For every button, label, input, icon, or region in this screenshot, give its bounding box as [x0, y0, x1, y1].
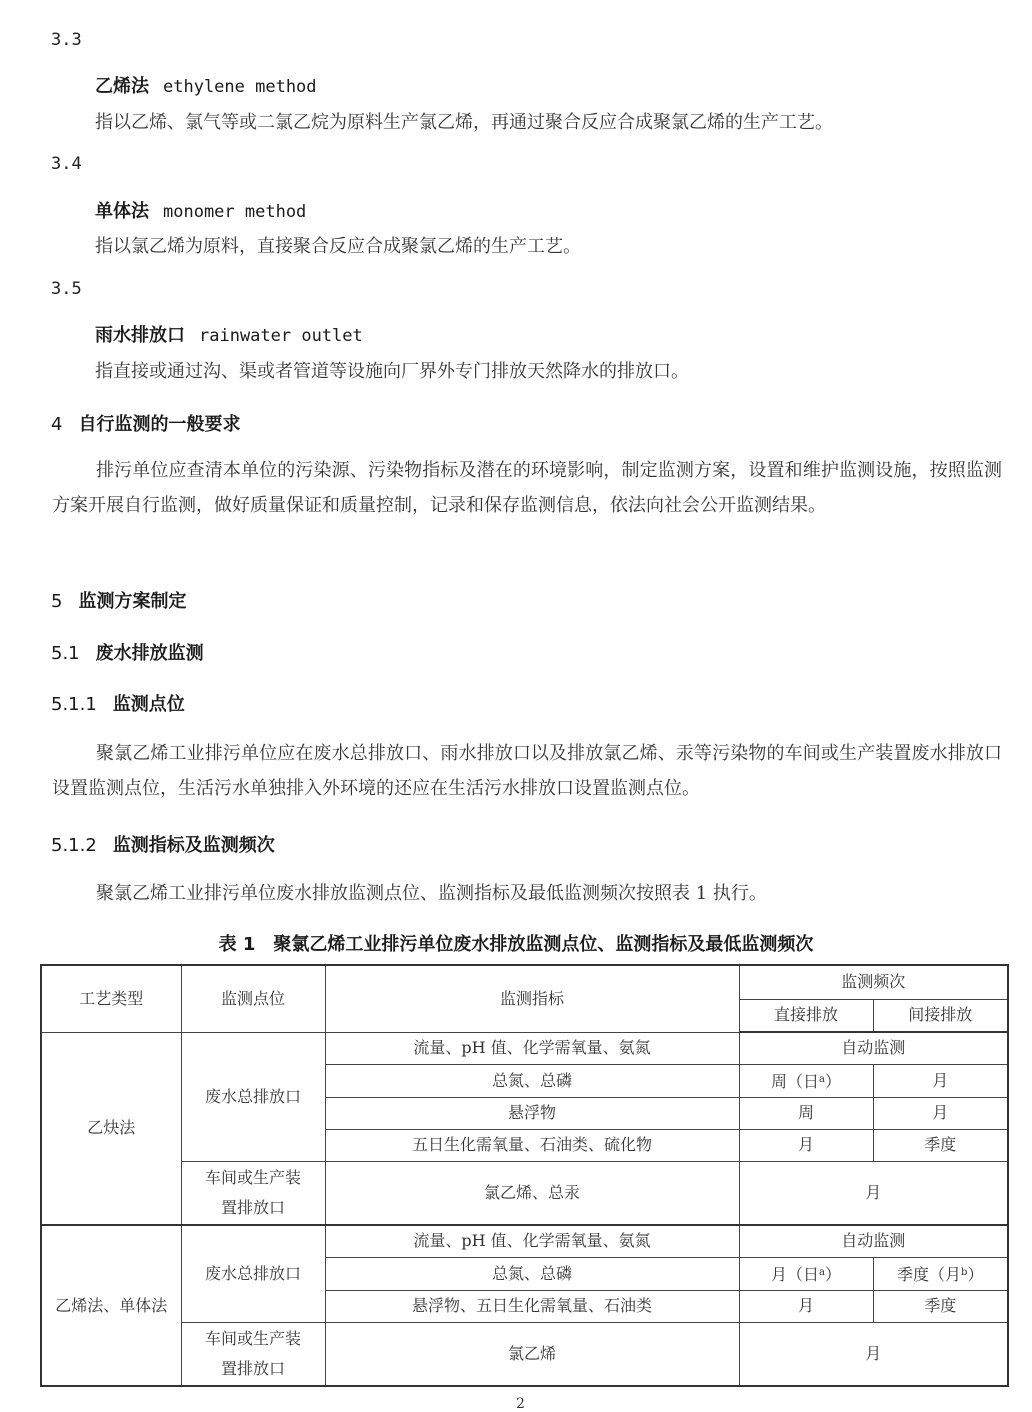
section-number-3-4: 3.4 [51, 154, 82, 174]
footnote-marker: a [819, 1073, 825, 1085]
cell-process: 乙烯法、单体法 [41, 1225, 181, 1386]
cell-frequency-merged: 月 [739, 1322, 1008, 1386]
section-number-3-3: 3.3 [51, 30, 82, 50]
heading-text: 自行监测的一般要求 [78, 414, 241, 435]
definition-ethylene-method: 指以乙烯、氯气等或二氯乙烷为原料生产氯乙烯，再通过聚合反应合成聚氯乙烯的生产工艺。 [95, 112, 833, 133]
term-ethylene-method [95, 72, 317, 98]
section-heading-5-1-2 [51, 831, 275, 857]
heading-number: 5.1 [51, 643, 80, 664]
heading-number: 5.1.1 [51, 694, 97, 715]
cell-frequency-direct [739, 1257, 873, 1290]
cell-frequency-indirect: 季度 [873, 1290, 1008, 1322]
term-zh: 雨水排放口 [95, 325, 185, 346]
section-heading-4 [51, 410, 240, 436]
cell-frequency-direct: 月 [739, 1290, 873, 1322]
header-location: 监测点位 [181, 965, 325, 1032]
location-line2: 置排放口 [220, 1358, 285, 1378]
cell-frequency-indirect: 月 [873, 1064, 1008, 1097]
definition-monomer-method: 指以氯乙烯为原料，直接聚合反应合成聚氯乙烯的生产工艺。 [95, 236, 581, 257]
cell-indicator: 总氮、总磷 [325, 1257, 739, 1290]
table-header-row [41, 965, 1008, 999]
freq-text: 月（日 [771, 1264, 820, 1284]
heading-number: 5.1.2 [51, 835, 97, 856]
term-monomer-method [95, 197, 306, 223]
cell-frequency-merged: 自动监测 [739, 1225, 1008, 1257]
page-number: 2 [516, 1396, 525, 1412]
table-row [41, 1161, 1008, 1225]
cell-indicator: 五日生化需氧量、石油类、硫化物 [325, 1129, 739, 1161]
header-process-type: 工艺类型 [41, 965, 181, 1032]
freq-text: 季度（月 [897, 1264, 962, 1284]
cell-frequency-direct: 周 [739, 1097, 873, 1129]
cell-location: 废水总排放口 [181, 1032, 325, 1161]
table-row [41, 1225, 1008, 1257]
footnote-marker: a [819, 1266, 825, 1278]
table-row [41, 1322, 1008, 1386]
term-zh: 单体法 [95, 201, 149, 222]
paragraph-monitoring-locations: 聚氯乙烯工业排污单位应在废水总排放口、雨水排放口以及排放氯乙烯、汞等污染物的车间或生产装置废水排放口设置监测点位，生活污水单独排入外环境的还应在生活污水排放口设置监测点位。 [52, 743, 1002, 799]
definition-rainwater-outlet: 指直接或通过沟、渠或者管道等设施向厂界外专门排放天然降水的排放口。 [95, 361, 689, 382]
cell-indicator: 氯乙烯、总汞 [325, 1161, 739, 1225]
header-indicator: 监测指标 [325, 965, 739, 1032]
paragraph-general-requirements: 排污单位应查清本单位的污染源、污染物指标及潜在的环境影响，制定监测方案，设置和维护监测设施，按照监测方案开展自行监测，做好质量保证和质量控制，记录和保存监测信息，依法向社会公开监测结果。 [52, 460, 1002, 516]
heading-text: 监测点位 [112, 694, 185, 715]
location-line1: 车间或生产装 [204, 1328, 301, 1348]
cell-indicator: 流量、pH 值、化学需氧量、氨氮 [325, 1032, 739, 1064]
section-heading-5 [51, 587, 186, 613]
term-rainwater-outlet [95, 321, 363, 347]
cell-frequency-merged: 月 [739, 1161, 1008, 1225]
paragraph-monitoring-indicators: 聚氯乙烯工业排污单位废水排放监测点位、监测指标及最低监测频次按照表 1 执行。 [96, 883, 767, 904]
cell-indicator: 悬浮物、五日生化需氧量、石油类 [325, 1290, 739, 1322]
cell-location [181, 1322, 325, 1386]
term-en: ethylene method [163, 77, 317, 97]
heading-text: 废水排放监测 [95, 643, 204, 664]
cell-frequency-indirect: 月 [873, 1097, 1008, 1129]
term-en: rainwater outlet [199, 326, 363, 346]
location-line2: 置排放口 [220, 1197, 285, 1217]
monitoring-table [40, 964, 1009, 1387]
section-heading-5-1-1 [51, 690, 185, 716]
cell-indicator: 氯乙烯 [325, 1322, 739, 1386]
cell-indicator: 流量、pH 值、化学需氧量、氨氮 [325, 1225, 739, 1257]
table-row [41, 1032, 1008, 1064]
freq-text-end: ） [824, 1264, 841, 1284]
footnote-marker: b [961, 1266, 968, 1278]
location-line1: 车间或生产装 [204, 1167, 301, 1187]
freq-text: 周（日 [771, 1071, 820, 1091]
section-heading-5-1 [51, 639, 204, 665]
heading-text: 监测指标及监测频次 [112, 835, 275, 856]
cell-frequency-merged: 自动监测 [739, 1032, 1008, 1064]
header-frequency: 监测频次 [739, 965, 1008, 999]
cell-process: 乙炔法 [41, 1032, 181, 1225]
freq-text-end: ） [967, 1264, 984, 1284]
cell-frequency-direct: 月 [739, 1129, 873, 1161]
cell-indicator: 悬浮物 [325, 1097, 739, 1129]
table-title: 表 1 聚氯乙烯工业排污单位废水排放监测点位、监测指标及最低监测频次 [218, 934, 814, 955]
header-indirect: 间接排放 [873, 999, 1008, 1032]
cell-frequency-indirect [873, 1257, 1008, 1290]
cell-location: 废水总排放口 [181, 1225, 325, 1322]
cell-frequency-direct [739, 1064, 873, 1097]
cell-frequency-indirect: 季度 [873, 1129, 1008, 1161]
cell-indicator: 总氮、总磷 [325, 1064, 739, 1097]
header-direct: 直接排放 [739, 999, 873, 1032]
section-number-3-5: 3.5 [51, 279, 82, 299]
heading-text: 监测方案制定 [78, 591, 187, 612]
term-en: monomer method [163, 202, 307, 222]
freq-text-end: ） [824, 1071, 841, 1091]
heading-number: 5 [51, 591, 63, 612]
heading-number: 4 [51, 414, 63, 435]
cell-location [181, 1161, 325, 1225]
term-zh: 乙烯法 [95, 76, 149, 97]
